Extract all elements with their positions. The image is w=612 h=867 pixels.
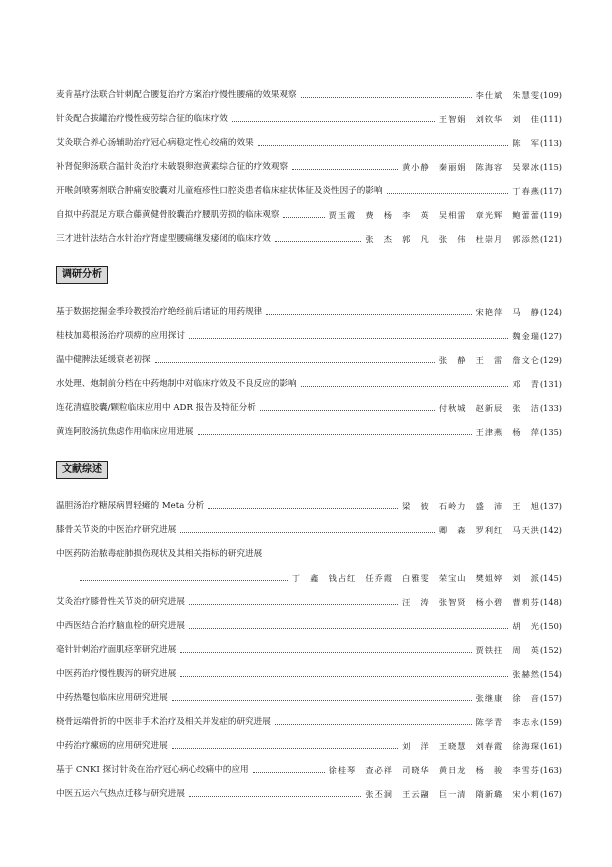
toc-entry[interactable] (56, 184, 562, 198)
entry-page: (124) (539, 307, 562, 317)
entry-title: 基于 CNKI 探讨针灸在治疗冠心病心绞痛中的应用 (56, 765, 249, 775)
entry-title: 连花清瘟胶囊/颗粒临床应用中 ADR 报告及特征分析 (56, 403, 256, 413)
entry-title: 桡骨远端骨折的中医非手术治疗及相关并发症的研究进展 (56, 717, 271, 727)
entry-title: 补肾促卵汤联合温针灸治疗未破裂卵泡黄素综合征的疗效观察 (56, 162, 289, 172)
toc-entry[interactable] (56, 739, 562, 753)
entry-page: (142) (539, 525, 562, 535)
entry-page: (161) (539, 741, 562, 751)
entry-authors: 魏金瑞 (512, 331, 540, 341)
entry-page: (117) (539, 186, 562, 196)
entry-title: 中西医结合治疗脑血栓的研究进展 (56, 621, 185, 631)
dot-leader (189, 338, 508, 339)
toc-entry[interactable] (56, 353, 562, 367)
toc-entry[interactable] (56, 691, 562, 705)
toc-entry[interactable] (56, 232, 562, 246)
entry-page: (109) (539, 90, 562, 100)
toc-entry[interactable] (56, 305, 562, 319)
entry-authors: 张继康 徐 音 (475, 693, 540, 703)
entry-authors: 张丕洞 王云翮 巨一清 隋新璐 宋小莉 (365, 789, 540, 799)
dot-leader (260, 410, 435, 411)
toc-entry-continuation[interactable] (56, 571, 562, 585)
toc-entry[interactable] (56, 499, 562, 513)
entry-page: (133) (539, 403, 562, 413)
dot-leader (387, 193, 509, 194)
toc-entry[interactable] (56, 377, 562, 391)
entry-title: 中医药治疗慢性腹泻的研究进展 (56, 669, 177, 679)
entry-authors: 贾铁拄 周 英 (475, 645, 540, 655)
entry-page: (145) (539, 573, 562, 583)
entry-authors: 付秋城 赵新辰 张 洁 (438, 403, 540, 413)
toc-entry[interactable] (56, 329, 562, 343)
dot-leader (180, 676, 508, 677)
entry-title: 艾灸联合养心汤辅助治疗冠心病稳定性心绞痛的效果 (56, 138, 254, 148)
entry-title: 麦肯基疗法联合针刺配合腰复治疗方案治疗慢性腰痛的效果观察 (56, 90, 297, 100)
entry-authors: 张 杰 郭 凡 张 伟 杜崇月 郭添然 (365, 234, 540, 244)
entry-title: 中医药防治脓毒症肺损伤现状及其相关指标的研究进展 (56, 549, 263, 559)
entry-page: (135) (539, 427, 562, 437)
entry-authors: 陈 军 (512, 138, 540, 148)
section-heading-survey: 调研分析 (56, 266, 108, 284)
entry-authors: 张 静 王 雷 詹文仑 (438, 355, 540, 365)
entry-authors: 梁 彼 石岭力 盛 沛 王 旭 (402, 501, 540, 511)
entry-page: (159) (539, 717, 562, 727)
dot-leader (301, 97, 472, 98)
toc-entry[interactable] (56, 643, 562, 657)
dot-leader (180, 532, 435, 533)
entry-page: (152) (539, 645, 562, 655)
entry-title: 桂枝加葛根汤治疗项痹的应用探讨 (56, 331, 185, 341)
dot-leader (275, 724, 472, 725)
toc-entry[interactable] (56, 160, 562, 174)
entry-title: 开喉剑喷雾剂联合肿痛安胶囊对儿童疱疹性口腔炎患者临床症状体征及炎性因子的影响 (56, 186, 383, 196)
entry-authors: 黄小静 秦丽娟 陈海容 吴翠冰 (402, 162, 540, 172)
toc-entry-title-line[interactable] (56, 547, 562, 561)
toc-entry[interactable] (56, 763, 562, 777)
entry-authors: 王智娟 刘钦华 刘 佳 (438, 114, 540, 124)
entry-page: (131) (539, 379, 562, 389)
dot-leader (266, 314, 471, 315)
entry-authors: 张赫然 (512, 669, 540, 679)
entry-title: 针灸配合拔罐治疗慢性疲劳综合征的临床疗效 (56, 114, 228, 124)
toc-entry[interactable] (56, 667, 562, 681)
entry-authors: 徐桂琴 查必祥 司晓华 黄日龙 杨 骏 李雪芬 (328, 765, 540, 775)
dot-leader (80, 580, 288, 581)
toc-entry[interactable] (56, 208, 562, 222)
entry-title: 温中健脾法延缓衰老初探 (56, 355, 151, 365)
toc-entry[interactable] (56, 136, 562, 150)
entry-page: (154) (539, 669, 562, 679)
entry-authors: 宋艳萍 马 静 (475, 307, 540, 317)
entry-page: (163) (539, 765, 562, 775)
toc-entry[interactable] (56, 715, 562, 729)
dot-leader (275, 241, 362, 242)
entry-title: 艾灸治疗膝骨性关节炎的研究进展 (56, 597, 185, 607)
toc-entry[interactable] (56, 401, 562, 415)
dot-leader (189, 628, 508, 629)
entry-authors: 李仕斌 朱慧雯 (475, 90, 540, 100)
dot-leader (172, 700, 472, 701)
toc-entry[interactable] (56, 88, 562, 102)
toc-entry[interactable] (56, 595, 562, 609)
entry-page: (129) (539, 355, 562, 365)
entry-title: 黄连阿胶汤抗焦虑作用临床应用进展 (56, 427, 194, 437)
entry-authors: 刘 洋 王晓慧 刘春霞 徐海琛 (402, 741, 540, 751)
entry-authors: 丁春燕 (512, 186, 540, 196)
dot-leader (258, 145, 509, 146)
entry-authors: 卿 森 罗利红 马天洪 (438, 525, 540, 535)
dot-leader (253, 772, 325, 773)
toc-entry[interactable] (56, 787, 562, 801)
entry-title: 膝骨关节炎的中医治疗研究进展 (56, 525, 177, 535)
entry-page: (113) (539, 138, 562, 148)
dot-leader (232, 121, 435, 122)
entry-authors: 王津燕 杨 萍 (475, 427, 540, 437)
entry-page: (137) (539, 501, 562, 511)
entry-page: (167) (539, 789, 562, 799)
entry-title: 基于数据挖掘金季玲教授治疗绝经前后诸证的用药规律 (56, 307, 263, 317)
entry-authors: 汪 涛 张智贤 杨小碧 曹莉芬 (402, 597, 540, 607)
dot-leader (292, 169, 398, 170)
section-heading-review: 文献综述 (56, 461, 108, 479)
entry-title: 中医五运六气热点迁移与研究进展 (56, 789, 185, 799)
entry-page: (121) (539, 234, 562, 244)
entry-authors: 邓 青 (512, 379, 540, 389)
entry-title: 中药治疗瘰疬的应用研究进展 (56, 741, 168, 751)
dot-leader (172, 748, 398, 749)
entry-page: (127) (539, 331, 562, 341)
dot-leader (283, 217, 324, 218)
dot-leader (180, 652, 471, 653)
dot-leader (189, 604, 398, 605)
entry-title: 温胆汤治疗糖尿病胃轻瘫的 Meta 分析 (56, 501, 205, 511)
entry-page: (150) (539, 621, 562, 631)
entry-title: 水处理、炮制前分档在中药炮制中对临床疗效及不良反应的影响 (56, 379, 297, 389)
dot-leader (208, 508, 398, 509)
entry-page: (157) (539, 693, 562, 703)
entry-title: 自拟中药混足方联合藤黄健骨胶囊治疗腰肌劳损的临床观察 (56, 210, 280, 220)
entry-authors: 陈学青 李志永 (475, 717, 540, 727)
dot-leader (155, 362, 435, 363)
entry-authors: 丁 鑫 钱占红 任乔霞 白雅雯 荣宝山 樊姐婷 刘 派 (291, 573, 540, 583)
entry-title: 中药热罨包临床应用研究进展 (56, 693, 168, 703)
entry-authors: 贾玉霞 费 杨 李 英 吴相雷 章光辉 鲍蕾蕾 (328, 210, 540, 220)
toc-entry[interactable] (56, 619, 562, 633)
entry-authors: 胡 光 (512, 621, 540, 631)
toc-entry[interactable] (56, 425, 562, 439)
entry-page: (111) (539, 114, 562, 124)
entry-page: (115) (539, 162, 562, 172)
dot-leader (301, 386, 509, 387)
entry-page: (119) (539, 210, 562, 220)
entry-title: 三才进针法结合水针治疗肾虚型腰痛继发痿闭的临床疗效 (56, 234, 271, 244)
entry-page: (148) (539, 597, 562, 607)
toc-entry[interactable] (56, 112, 562, 126)
dot-leader (198, 434, 472, 435)
dot-leader (189, 796, 361, 797)
toc-entry[interactable] (56, 523, 562, 537)
entry-title: 毫针针刺治疗面肌痉挛研究进展 (56, 645, 177, 655)
